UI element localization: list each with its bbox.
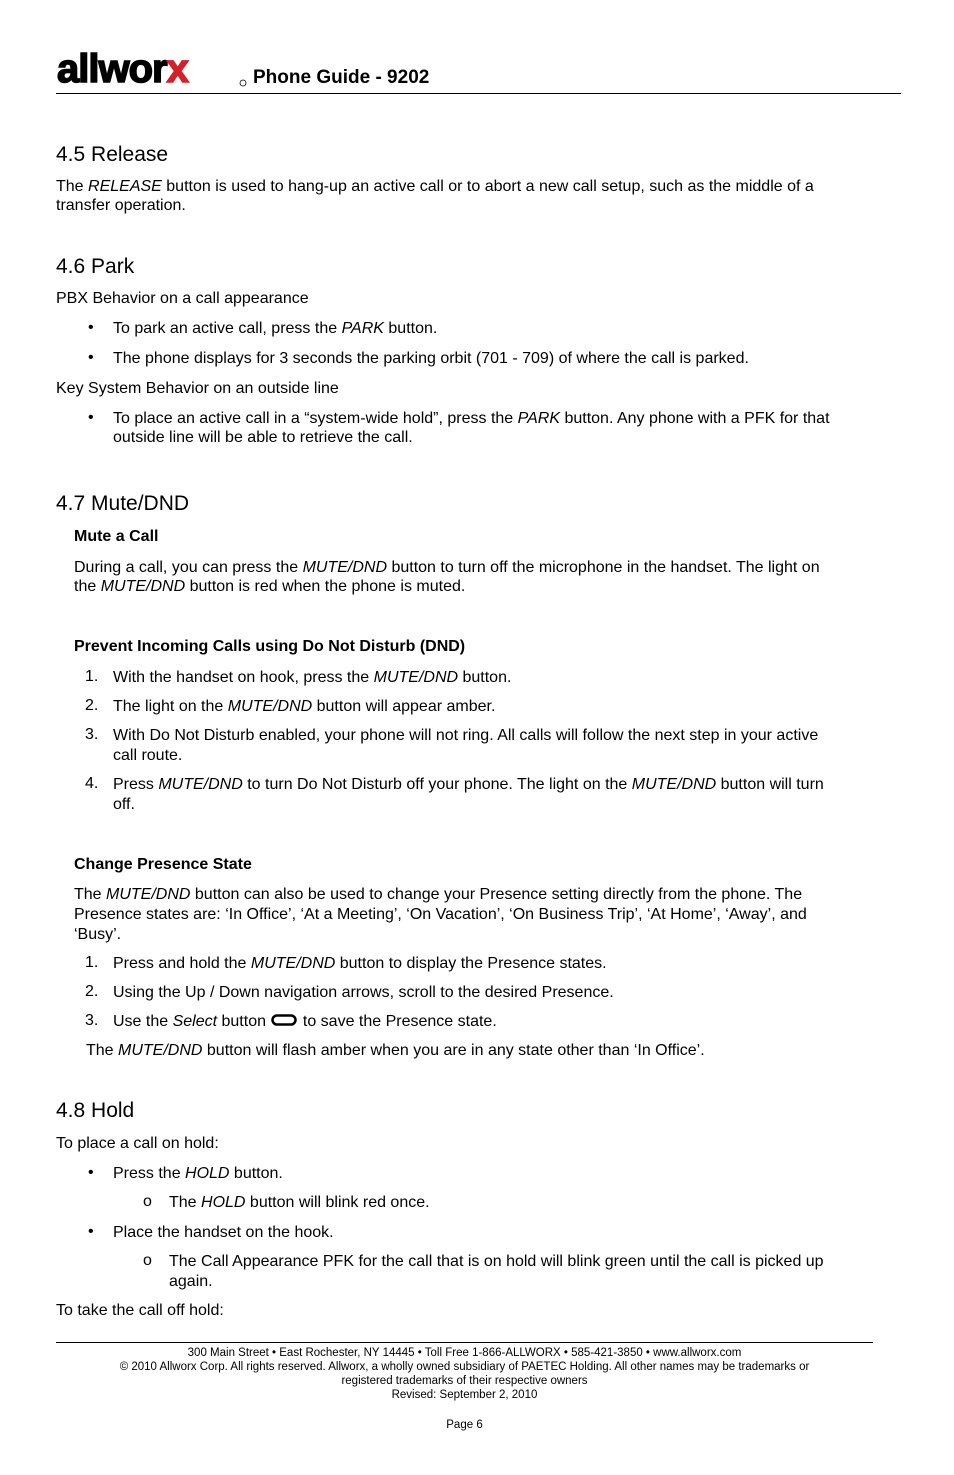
page-number: Page 6 [446,1419,483,1431]
footer-divider [56,1342,873,1343]
hold-bullet-1: Press the HOLD button. [113,1165,283,1182]
hold-sub-bullet-1: The HOLD button will blink red once. [169,1194,430,1211]
sub-bullet: o [143,1193,152,1210]
section-mute-heading: 4.7 Mute/DND [56,492,190,515]
mute-call-line2: the MUTE/DND button is red when the phone is muted. [74,578,466,595]
dnd-step-3-line2: call route. [113,747,183,764]
step-number: 1. [85,954,99,971]
allworx-logo [57,46,247,88]
select-button-icon [271,1013,297,1027]
park-bullet-2: The phone displays for 3 seconds the parking orbit (701 - 709) of where the call is parked. [113,350,749,367]
key-system-label: Key System Behavior on an outside line [56,380,339,397]
footer-revised: Revised: September 2, 2010 [391,1389,538,1401]
step-number: 2. [85,983,99,1000]
step-number: 1. [85,668,99,685]
release-text-line2: transfer operation. [56,197,186,214]
dnd-title: Prevent Incoming Calls using Do Not Disturb (DND) [74,638,466,655]
presence-step-1: Press and hold the MUTE/DND button to display the Presence states. [113,955,607,972]
presence-step-2: Using the Up / Down navigation arrows, scroll to the desired Presence. [113,984,614,1001]
dnd-step-4-line1: Press MUTE/DND to turn Do Not Disturb off your phone. The light on the MUTE/DND button will turn [113,776,824,793]
hold-place-label: To place a call on hold: [56,1135,219,1152]
footer-copyright-line1: © 2010 Allworx Corp. All rights reserved. Allworx, a wholly owned subsidiary of PAETEC Holding. All other names may be trademarks or [119,1361,810,1373]
bullet: • [88,1164,94,1181]
section-hold-heading: 4.8 Hold [56,1099,135,1122]
bullet: • [88,349,94,366]
section-park-heading: 4.6 Park [56,255,135,278]
section-release-heading: 4.5 Release [56,143,169,166]
logo-text: allworx [57,47,188,88]
dnd-step-1: With the handset on hook, press the MUTE/DND button. [113,669,512,686]
dnd-step-3-line1: With Do Not Disturb enabled, your phone will not ring. All calls will follow the next step in your active [113,727,819,744]
sub-bullet: o [143,1252,152,1269]
step-number: 2. [85,697,99,714]
hold-sub-bullet-2-line1: The Call Appearance PFK for the call that is on hold will blink green until the call is picked up [169,1253,824,1270]
bullet: • [88,409,94,426]
park-bullet-1: To park an active call, press the PARK button. [113,320,438,337]
bullet: • [88,1223,94,1240]
mute-call-title: Mute a Call [74,528,159,545]
park-bullet-3-line2: outside line will be able to retrieve the call. [113,429,413,446]
footer-address: 300 Main Street • East Rochester, NY 14445 • Toll Free 1-866-ALLWORX • 585-421-3850 • www.allworx.com [187,1347,742,1359]
mute-call-line1: During a call, you can press the MUTE/DND button to turn off the microphone in the handset. The light on [74,559,820,576]
step-number: 3. [85,1012,99,1029]
bullet: • [88,319,94,336]
presence-line1: The MUTE/DND button can also be used to change your Presence setting directly from the phone. The [74,886,803,903]
presence-line2: Presence states are: ‘In Office’, ‘At a Meeting’, ‘On Vacation’, ‘On Business Trip’, ‘At Home’, ‘Away’, and [74,906,807,923]
step-number: 4. [85,775,99,792]
dnd-step-4-line2: off. [113,796,135,813]
presence-step-3: Use the Select button to save the Presence state. [113,1013,497,1030]
footer-copyright-line2: registered trademarks of their respective owners [341,1375,588,1387]
presence-note: The MUTE/DND button will flash amber when you are in any state other than ‘In Office’. [86,1042,705,1059]
dnd-step-2: The light on the MUTE/DND button will appear amber. [113,698,496,715]
header-divider [56,93,901,94]
park-bullet-3-line1: To place an active call in a “system-wide hold”, press the PARK button. Any phone with a PFK for that [113,410,830,427]
hold-sub-bullet-2-line2: again. [169,1273,213,1290]
presence-line3: ‘Busy’. [74,926,122,943]
pbx-behavior-label: PBX Behavior on a call appearance [56,290,309,307]
presence-title: Change Presence State [74,856,252,873]
page-title: Phone Guide - 9202 [253,67,430,88]
hold-take-label: To take the call off hold: [56,1302,224,1319]
release-text-line1: The RELEASE button is used to hang-up an active call or to abort a new call setup, such as the middle of a [56,178,814,195]
hold-bullet-2: Place the handset on the hook. [113,1224,334,1241]
step-number: 3. [85,726,99,743]
